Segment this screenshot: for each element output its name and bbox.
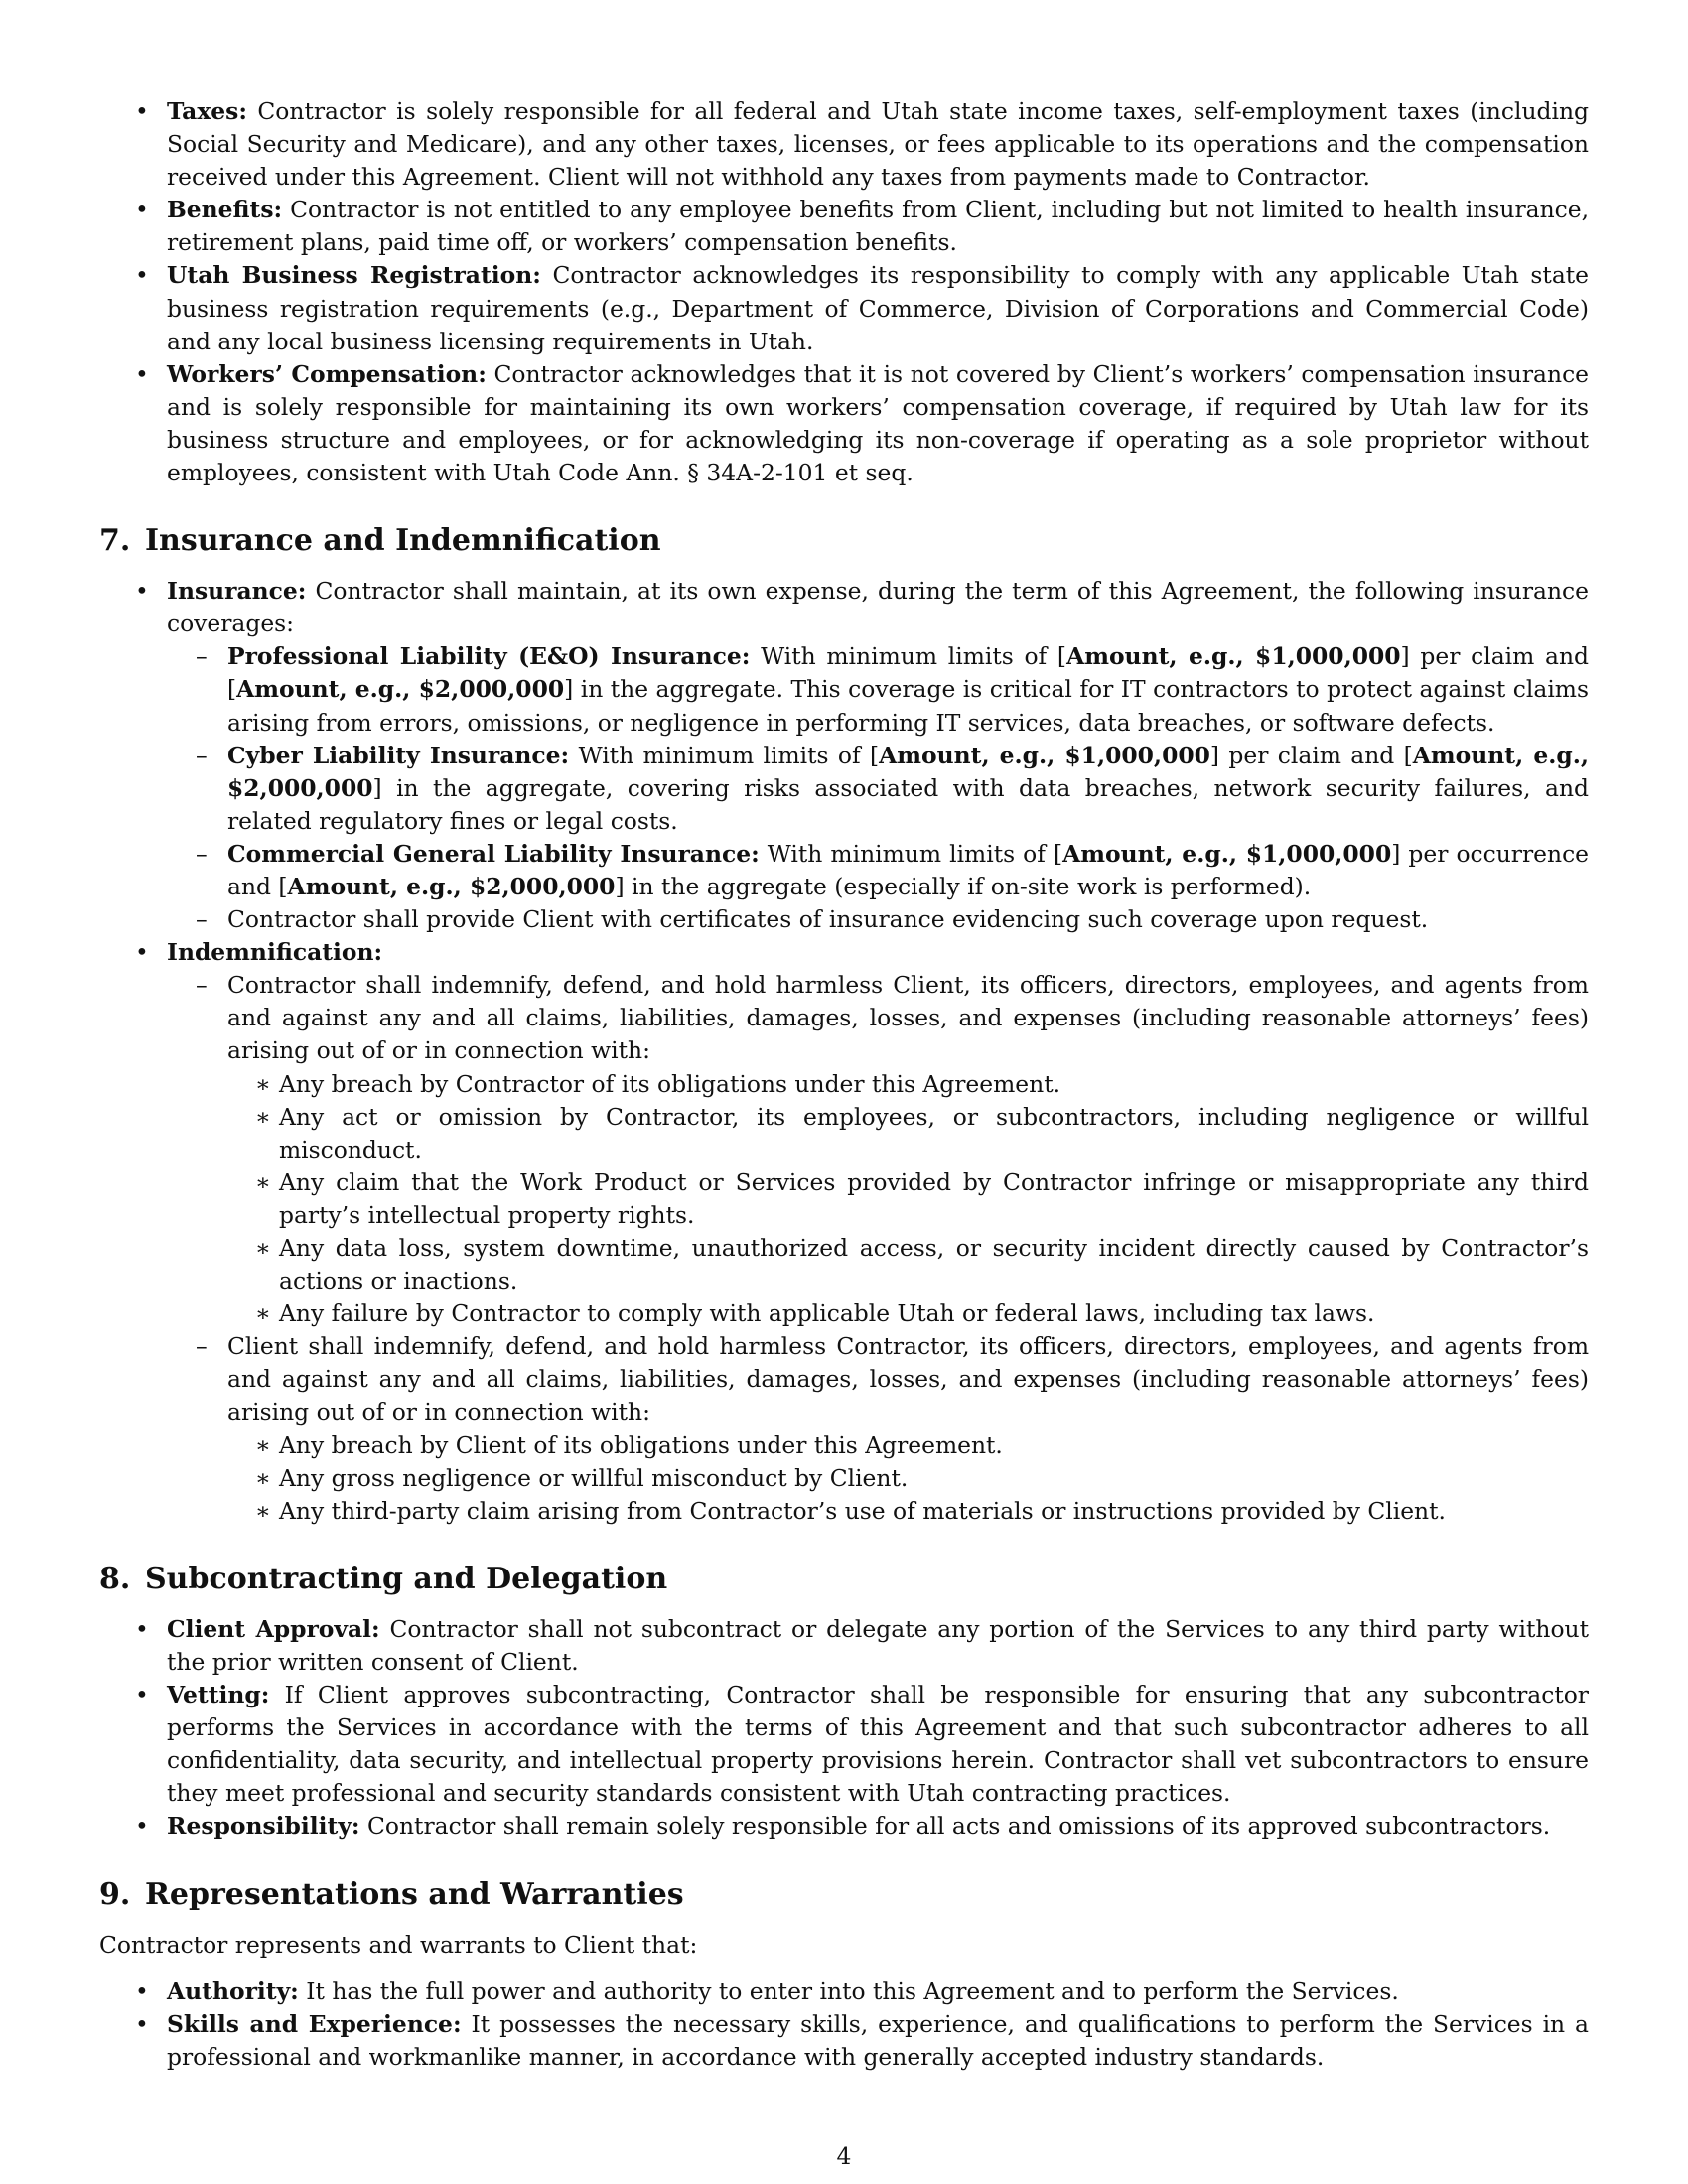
- section-title: Representations and Warranties: [145, 1876, 684, 1912]
- sublist-item-general-liability: [160, 838, 1589, 903]
- item-text: With minimum limits of [: [767, 839, 1063, 868]
- section-number: 8.: [99, 1561, 131, 1596]
- list-item-responsibility: [99, 1810, 1589, 1843]
- list-item: ∗ Any act or omission by Contractor, its employees, or subcontractors, including negligence or willful misconduct.: [210, 1101, 1589, 1166]
- item-label: Authority:: [167, 1977, 299, 2005]
- item-text: ] per claim and [: [227, 642, 1590, 704]
- item-text: ] per claim and [: [1209, 741, 1413, 769]
- item-label: Client Approval:: [167, 1614, 380, 1643]
- item-label: Workers’ Compensation:: [167, 359, 487, 388]
- page-number: 4: [836, 2142, 852, 2170]
- insurance-sublist: [160, 640, 1589, 936]
- amount-placeholder: Amount, e.g., $2,000,000: [227, 741, 1589, 802]
- item-text: Contractor shall provide Client with certificates of insurance evidencing such coverage upon request.: [227, 905, 1429, 934]
- section-6-list: [99, 95, 1589, 489]
- item-text: With minimum limits of [: [578, 741, 880, 769]
- item-text: It possesses the necessary skills, experience, and qualifications to perform the Services in a professional and workmanlike manner, in accordance with generally accepted industry standards.: [167, 2009, 1589, 2071]
- contractor-indemnity-items: [210, 1068, 1589, 1331]
- item-text: ] in the aggregate. This coverage is critical for IT contractors to protect against claims arising from errors, omissions, or negligence in performing IT services, data breaches, or software defects.: [227, 675, 1589, 737]
- item-text: Contractor is not entitled to any employee benefits from Client, including but not limited to health insurance, retirement plans, paid time off, or workers’ compensation benefits.: [167, 196, 1590, 257]
- list-item-indemnification: [99, 936, 1589, 1528]
- item-text: ] per occurrence and [: [227, 839, 1590, 900]
- section-9-list: [99, 1976, 1589, 2074]
- list-item-benefits: [99, 194, 1589, 259]
- section-9-heading: [99, 1875, 1589, 1915]
- item-label: Professional Liability (E&O) Insurance:: [227, 642, 751, 671]
- section-title: Subcontracting and Delegation: [145, 1561, 668, 1596]
- list-item-workers-compensation: [99, 358, 1589, 489]
- item-text: Client shall indemnify, defend, and hold harmless Contractor, its officers, directors, employees, and agents from and against any and all claims, liabilities, damages, losses, and expenses (including reasonable attorneys’ fees) arising out of or in connection with:: [227, 1332, 1589, 1427]
- item-label: Cyber Liability Insurance:: [227, 741, 570, 769]
- section-7-list: [99, 575, 1589, 1528]
- list-item: ∗ Any gross negligence or willful misconduct by Client.: [210, 1462, 1589, 1495]
- section-9-intro: Contractor represents and warrants to Client that:: [99, 1930, 698, 1959]
- item-label: Benefits:: [167, 196, 283, 224]
- item-text: Contractor shall not subcontract or delegate any portion of the Services to any third party without the prior written consent of Client.: [167, 1614, 1589, 1676]
- list-item-taxes: [99, 95, 1589, 194]
- list-item-insurance: [99, 575, 1589, 936]
- item-label: Taxes:: [167, 97, 247, 125]
- section-number: 7.: [99, 523, 131, 559]
- amount-placeholder: Amount, e.g., $1,000,000: [879, 741, 1210, 769]
- item-label: Vetting:: [167, 1681, 270, 1709]
- list-item-client-approval: [99, 1613, 1589, 1679]
- section-title: Insurance and Indemnification: [145, 523, 661, 559]
- list-item: ∗ Any claim that the Work Product or Services provided by Contractor infringe or misappropriate any third party’s intellectual property rights.: [210, 1166, 1589, 1232]
- item-label: Indemnification:: [167, 938, 383, 967]
- list-item: ∗ Any breach by Client of its obligations under this Agreement.: [210, 1430, 1589, 1462]
- item-text: Contractor acknowledges its responsibility to comply with any applicable Utah state business registration requirements (e.g., Department of Commerce, Division of Corporations and Commercial Code) and any local business licensing requirements in Utah.: [167, 261, 1590, 355]
- list-item-utah-business-registration: [99, 259, 1589, 357]
- sublist-item-professional-liability: [160, 640, 1589, 739]
- item-text: ] in the aggregate, covering risks associated with data breaches, network security failures, and related regulatory fines or legal costs.: [227, 773, 1589, 835]
- amount-placeholder: Amount, e.g., $1,000,000: [1062, 839, 1392, 868]
- list-item: ∗ Any breach by Contractor of its obligations under this Agreement.: [210, 1068, 1589, 1101]
- document-page: [99, 95, 1589, 2074]
- list-item-skills-experience: [99, 2008, 1589, 2074]
- sublist-item-certificates: [160, 903, 1589, 936]
- amount-placeholder: Amount, e.g., $1,000,000: [1066, 642, 1401, 671]
- item-text: Contractor shall maintain, at its own expense, during the term of this Agreement, the following insurance coverages:: [167, 577, 1590, 638]
- item-text: Contractor shall indemnify, defend, and hold harmless Client, its officers, directors, employees, and agents from and against any and all claims, liabilities, damages, losses, and expenses (including reasonable attorneys’ fees) arising out of or in connection with:: [227, 971, 1589, 1065]
- list-item: ∗ Any third-party claim arising from Contractor’s use of materials or instructions provided by Client.: [210, 1495, 1589, 1528]
- indemnification-sublist: [160, 969, 1589, 1528]
- amount-placeholder: Amount, e.g., $2,000,000: [236, 675, 565, 704]
- list-item-vetting: [99, 1679, 1589, 1810]
- item-text: It has the full power and authority to enter into this Agreement and to perform the Services.: [306, 1977, 1399, 2005]
- section-8-heading: [99, 1560, 1589, 1599]
- item-text: With minimum limits of [: [761, 642, 1067, 671]
- list-item-authority: [99, 1976, 1589, 2008]
- item-text: If Client approves subcontracting, Contractor shall be responsible for ensuring that any subcontractor performs the Services in accordance with the terms of this Agreement and that such subcontractor adheres to all confidentiality, data security, and intellectual property provisions herein. Contractor shall vet subcontractors to ensure they meet professional and security standards consistent with Utah contracting practices.: [167, 1681, 1589, 1808]
- section-number: 9.: [99, 1876, 131, 1912]
- section-7-heading: [99, 521, 1589, 561]
- item-label: Skills and Experience:: [167, 2009, 462, 2038]
- item-label: Responsibility:: [167, 1812, 360, 1841]
- client-indemnity-items: [210, 1430, 1589, 1528]
- list-item: ∗ Any data loss, system downtime, unauthorized access, or security incident directly caused by Contractor’s actions or inactions.: [210, 1232, 1589, 1297]
- sublist-item-cyber-liability: [160, 740, 1589, 838]
- item-text: ] in the aggregate (especially if on-site work is performed).: [615, 872, 1312, 900]
- item-label: Utah Business Registration:: [167, 261, 541, 290]
- item-text: Contractor acknowledges that it is not covered by Client’s workers’ compensation insurance and is solely responsible for maintaining its own workers’ compensation coverage, if required by Utah law for its business structure and employees, or for acknowledging its non-coverage if operating as a sole proprietor without employees, consistent with Utah Code Ann. § 34A-2-101 et seq.: [167, 359, 1590, 487]
- item-text: Contractor shall remain solely responsible for all acts and omissions of its approved subcontractors.: [367, 1812, 1551, 1841]
- list-item: ∗ Any failure by Contractor to comply with applicable Utah or federal laws, including tax laws.: [210, 1297, 1589, 1330]
- item-text: Contractor is solely responsible for all federal and Utah state income taxes, self-employment taxes (including Social Security and Medicare), and any other taxes, licenses, or fees applicable to its operations and the compensation received under this Agreement. Client will not withhold any taxes from payments made to Contractor.: [167, 97, 1590, 192]
- section-8-list: [99, 1613, 1589, 1843]
- amount-placeholder: Amount, e.g., $2,000,000: [287, 872, 616, 900]
- sublist-item-client-indemnity: [160, 1330, 1589, 1528]
- item-label: Insurance:: [167, 577, 307, 606]
- sublist-item-contractor-indemnity: [160, 969, 1589, 1330]
- item-label: Commercial General Liability Insurance:: [227, 839, 760, 868]
